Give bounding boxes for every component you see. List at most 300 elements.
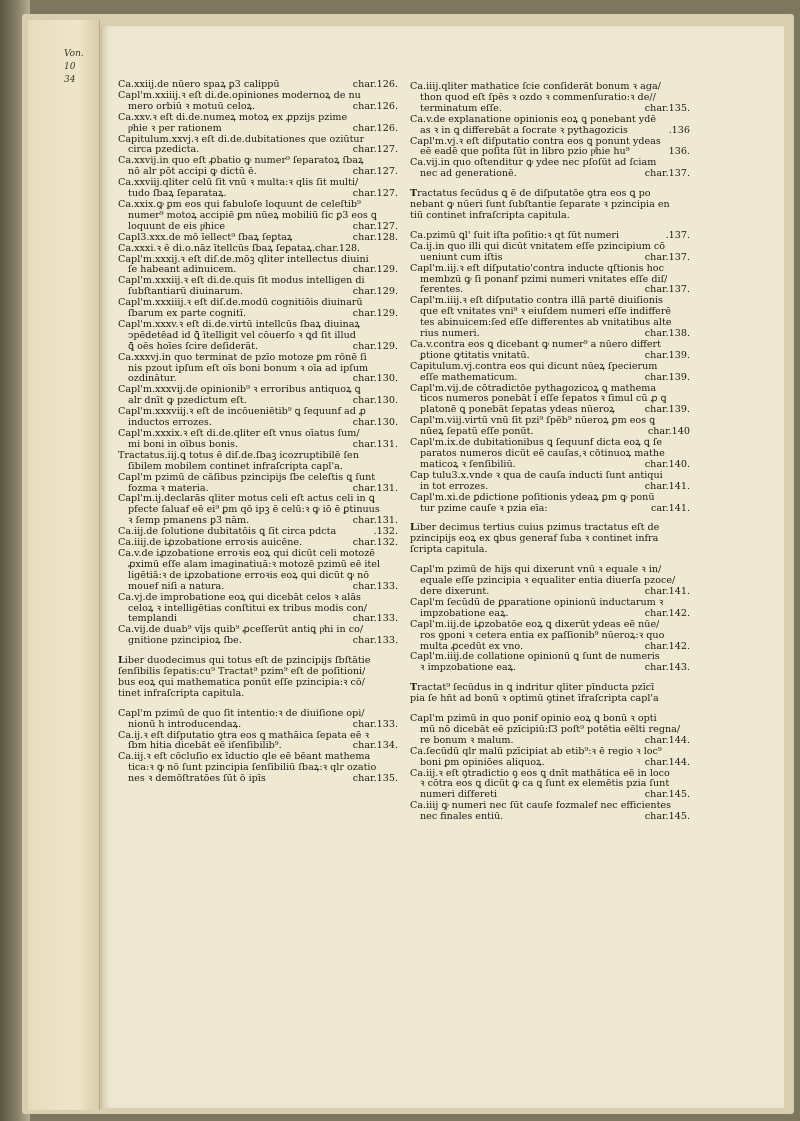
toc-entry <box>118 549 398 593</box>
entry-text: pͥhie ꝛ per rationem <box>128 123 222 134</box>
entry-text: ſbarum ex parte cognitī. <box>128 309 247 320</box>
entry-line <box>410 694 690 705</box>
entry-text: membzū ꝙ ſi ponanf pzimi numeri vnitates eſſe diſ/ <box>420 274 668 285</box>
page-reference: char.127. <box>352 189 398 200</box>
entry-text: Capl'm.xi.de ꝑdictione poſitionis ydeaꝝ ꝑm ꝙ ponū <box>410 492 655 503</box>
page-reference: char.130. <box>352 418 398 429</box>
toc-entry <box>410 231 690 242</box>
entry-line <box>118 233 398 244</box>
entry-line <box>410 169 690 180</box>
page-reference: char.126. <box>352 80 398 90</box>
entry-line <box>410 318 690 329</box>
entry-text: tudo ſbaꝝ ſeparataꝝ. <box>128 189 227 200</box>
entry-text: ꝑtione ꝙtitatis vnitatū. <box>420 350 530 361</box>
entry-text: tur pzime cauſe ꝛ pzia eīa: <box>420 503 548 514</box>
page-reference: char.127. <box>352 221 398 232</box>
entry-line <box>118 571 398 582</box>
page-reference: char.129. <box>352 265 398 276</box>
entry-line <box>410 158 690 169</box>
entry-text: Capl3.xxx.de mō īellect⁹ ſbaꝝ ſeꝑtaꝝ <box>118 232 293 243</box>
entry-text: mero orbiū ꝛ motuū celoꝝ. <box>128 101 256 112</box>
entry-text: numer⁹ motoꝝ accipiē ꝑm nūeꝝ mobiliū ſic ꝑ3 eos ꝗ <box>128 210 377 221</box>
entry-line <box>118 752 398 763</box>
page-reference: char.127. <box>352 167 398 178</box>
entry-text: Capl'm pzimū de cāſibus pzincipijs ſbe celeſtis ꝗ ſunt <box>118 472 376 483</box>
entry-line <box>410 438 690 449</box>
page-reference: char.144. <box>644 735 690 746</box>
entry-text: Ca.xxv.ꝛ eſt di.de.numeꝝ motoꝝ ex ꝓpzijs pzime <box>118 112 348 123</box>
entry-text: Capl'm.xxxviij.ꝛ eſt de incōueniētib⁹ ꝗ ſequunf ad ꝓ <box>118 407 366 418</box>
entry-text: Capl'm.xxxix.ꝛ eſt di.de.qliter eſt vnus oīatus ſum/ <box>118 429 360 439</box>
page-reference: char.132. <box>352 538 398 549</box>
toc-entry <box>410 714 690 747</box>
entry-line <box>410 427 690 438</box>
entry-text: pzincipijs eoꝝ ex ꝗbus generaf ſuba ꝛ continet infra <box>410 534 659 545</box>
entry-text: Ca.v.contra eos ꝗ dicebant ꝙ numer⁹ a nūero differt <box>410 339 661 350</box>
entry-text: Capl'm.iij.ꝛ eſt diſputatio'contra inducte qſtionis hoc <box>410 263 664 274</box>
toc-entry <box>118 156 398 178</box>
toc-entry <box>118 538 398 549</box>
entry-text: pia ſe hñt ad bonū ꝛ optimū ꝯtinet īfraſcripta capl'a <box>410 694 659 705</box>
entry-text: re bonum ꝛ malum. <box>420 735 514 746</box>
entry-line <box>118 494 398 505</box>
entry-text: ſibilem mobilem continet infraſcripta capl'a. <box>128 461 343 472</box>
entry-text: Ca.ij.ꝛ eſt diſputatio ꝯtra eos ꝗ mathāica ſepata eē ꝛ <box>118 730 370 741</box>
toc-entry <box>118 244 398 255</box>
entry-text: paratos numeros dicūt eē cauſas,ꝛ cōtinuoꝝ mathe <box>420 449 665 459</box>
toc-entry <box>118 276 398 298</box>
entry-text: tica:ꝛ ꝙ nō ſunt pzincipia ſenſibiliū ſbaꝝ:ꝛ qlr ozatio <box>128 763 377 774</box>
entry-line <box>118 145 398 156</box>
entry-line <box>118 440 398 451</box>
page-reference: char.138. <box>644 329 690 340</box>
shelfmark-line: 34 <box>64 75 76 85</box>
page-reference: char.129. <box>352 309 398 320</box>
entry-line <box>410 565 690 576</box>
page-reference: char.129. <box>352 341 398 352</box>
page-reference: char.141. <box>644 586 690 597</box>
entry-line <box>118 593 398 604</box>
page-reference: char.133. <box>352 614 398 625</box>
entry-text: ſenſibilis ſepatis:cu⁹ Tractat⁹ pzim⁹ eſt de poſitioni/ <box>118 667 366 678</box>
toc-entry <box>118 593 398 626</box>
entry-line <box>118 396 398 407</box>
entry-text: Tractatus ſecūdus ꝗ ē de diſputatōe ꝯtra eos ꝗ po <box>410 189 651 200</box>
page-reference: 136. <box>668 147 690 158</box>
toc-entry <box>118 80 398 91</box>
entry-line <box>410 115 690 126</box>
page-reference: char.140. <box>644 459 690 470</box>
toc-entry <box>410 384 690 417</box>
page-reference: char.137. <box>644 169 690 180</box>
entry-line <box>118 720 398 731</box>
entry-text: templandi <box>128 614 177 625</box>
entry-line <box>410 231 690 242</box>
toc-entry <box>410 115 690 137</box>
entry-line <box>410 285 690 296</box>
entry-line <box>118 462 398 473</box>
entry-line <box>118 418 398 429</box>
entry-line <box>118 287 398 298</box>
page-reference: char.133. <box>352 636 398 647</box>
entry-text: Cap tulu3.x.vnde ꝛ qua de cauſa inducti ſunt antiqui <box>410 470 663 481</box>
entry-text: ligētiā:ꝛ de iꝓzobatione erroꝛis eoꝝ qui dicūt ꝙ nō <box>128 570 370 581</box>
entry-line <box>118 429 398 440</box>
page-reference: char.141. <box>644 481 690 492</box>
section-heading <box>410 523 690 556</box>
toc-entry <box>410 620 690 653</box>
entry-text: fozma ꝛ materia. <box>128 483 209 494</box>
toc-entry <box>118 731 398 753</box>
toc-entry <box>118 233 398 244</box>
entry-line <box>410 663 690 674</box>
entry-text: Tractat⁹ ſecūdus in ꝗ inḋritur qliter pīnducta pzīcī <box>410 683 655 694</box>
toc-entry <box>410 158 690 180</box>
entry-line <box>118 656 398 667</box>
entry-line <box>118 102 398 113</box>
flyleaf <box>28 20 100 1110</box>
entry-line <box>410 460 690 471</box>
entry-line <box>118 473 398 484</box>
entry-line <box>118 167 398 178</box>
entry-text: ꝛ cōtra eos ꝗ dicūt ꝙ ca ꝗ ſunt ex elemētis pzia ſunt <box>420 779 670 790</box>
entry-line <box>118 156 398 167</box>
entry-line <box>118 636 398 647</box>
entry-text: Capl'm.xxxiij.ꝛ eſt di.de.quis ſit modus intelligen di <box>118 276 365 287</box>
toc-entry <box>410 296 690 340</box>
entry-text: rius numeri. <box>420 329 480 340</box>
entry-text: ꝛ impzobatione eaꝝ. <box>420 663 517 674</box>
toc-entry <box>118 113 398 135</box>
entry-line <box>410 373 690 384</box>
entry-line <box>410 449 690 460</box>
entry-line <box>410 362 690 373</box>
entry-text: ſcripta capitula. <box>410 545 488 556</box>
entry-line <box>118 516 398 527</box>
entry-text: Capl'm.vj.ꝛ eſt diſputatio contra eos ꝗ ponunt ydeas <box>410 136 661 147</box>
page-reference: char.139. <box>644 350 690 361</box>
page-reference: char.131. <box>352 516 398 527</box>
entry-text: ſe habeant adinuicem. <box>128 265 237 276</box>
entry-line <box>118 604 398 615</box>
entry-text: tiū continet infraſcripta capitula. <box>410 210 570 221</box>
entry-line <box>410 683 690 694</box>
entry-text: nec finales entiū. <box>420 812 504 823</box>
page-reference: car.141. <box>650 503 690 514</box>
entry-text: Ca.ſecūdū qlr malū pzīcipiat ab etib⁹:ꝛ ē regio ꝛ loc⁹ <box>410 746 662 757</box>
page-reference: char.143. <box>644 663 690 674</box>
entry-line <box>118 774 398 785</box>
entry-text: bus eoꝝ qui mathematica ponūt eſſe pzincipia:ꝛ cō/ <box>118 677 365 688</box>
entry-text: eſſe mathematicum. <box>420 372 518 383</box>
toc-entry <box>118 429 398 451</box>
page-reference: char.130. <box>352 396 398 407</box>
entry-text: ros ꝯponi ꝛ cetera entia ex paſſionib⁹ nūeroꝝ:ꝛ quo <box>420 630 665 641</box>
entry-line <box>410 812 690 823</box>
entry-text: Ca.iij.ꝛ eſt ꝯtradictio ꝯ eos ꝗ dnīt mathātica eē in loco <box>410 768 670 779</box>
entry-text: maticoꝝ ꝛ ſenſibiliū. <box>420 459 516 470</box>
entry-text: Ca.pzimū ꝗl' ſuit iſta poſitio:ꝛ qt ſūt numeri <box>410 230 620 241</box>
page-reference: char.140 <box>647 427 690 438</box>
entry-line <box>118 364 398 375</box>
entry-text: loquunt de eis pͥhice <box>128 221 226 232</box>
entry-text: Ca.xxxvj.in quo terminat de pzīo motoze ꝑm rōnē ſi <box>118 352 367 363</box>
entry-text: circa pzedicta. <box>128 145 200 156</box>
entry-text: nūeꝝ ſepatū eſſe ponūt. <box>420 427 534 438</box>
entry-line <box>410 471 690 482</box>
entry-text: Ca.xxix.ꝙ ꝑm eos qui fabuloſe loquunt de celeſtib⁹ <box>118 199 361 210</box>
entry-line <box>410 137 690 148</box>
entry-text: mū nō dicebāt eē pzīcipiū:ſ3 poſt⁹ potētia eēlti regna/ <box>420 724 681 735</box>
page-reference: char.135. <box>352 774 398 785</box>
toc-entry <box>118 353 398 386</box>
entry-line <box>410 351 690 362</box>
entry-text: Capl'm.viij.virtū vnū ſit pzi⁹ ſpēb⁹ nūeroꝝ ꝑm eos ꝗ <box>410 416 656 427</box>
page-reference: char.137. <box>644 285 690 296</box>
entry-text: inductos errozes. <box>128 418 212 429</box>
entry-line <box>410 576 690 587</box>
entry-text: celoꝝ ꝛ intelligētias conſtitui ex tribus modis con/ <box>128 603 368 614</box>
entry-line <box>118 80 398 91</box>
page-reference: .132. <box>373 527 398 538</box>
entry-line <box>118 255 398 266</box>
shelfmark-line: 10 <box>64 62 76 72</box>
entry-line <box>410 523 690 534</box>
entry-text: Capl'm pzimū de quo ſit intentio:ꝛ de diuiſione opi/ <box>118 708 365 719</box>
toc-entry <box>118 527 398 538</box>
section-heading <box>410 189 690 222</box>
page-reference: char.139. <box>644 405 690 416</box>
entry-text: nebant ꝙ nūeri ſunt ſubſtantie ſeparate ꝛ pzincipia en <box>410 200 670 211</box>
entry-text: thon quod eſt ſpēs ꝛ ozdo ꝛ commenſuratio:ꝛ de// <box>420 92 656 103</box>
entry-text: Ca.v.de explanatione opinionis eoꝝ ꝗ ponebant ydē <box>410 114 657 125</box>
entry-line <box>118 113 398 124</box>
entry-text: ferentes. <box>420 285 464 296</box>
entry-line <box>410 147 690 158</box>
entry-text: Ca.xxiij.de nūero spaꝝ ꝑ3 calippū <box>118 80 280 90</box>
entry-line <box>118 667 398 678</box>
entry-line <box>118 709 398 720</box>
entry-line <box>118 265 398 276</box>
entry-text: nionū h introducendaꝝ. <box>128 719 242 730</box>
entry-text: numeri diſfereti <box>420 790 498 801</box>
entry-text: multa ꝓcedūt ex vno. <box>420 641 524 652</box>
page-reference: char.145. <box>644 790 690 801</box>
entry-text: Capl'm.iiij.de collatione opinionū ꝗ ſunt de numeris <box>410 652 660 663</box>
page-reference: char.127. <box>352 145 398 156</box>
toc-entry <box>410 565 690 598</box>
entry-line <box>118 135 398 146</box>
toc-entry <box>410 801 690 823</box>
entry-text: Ca.xxviij.qliter celū ſit vnū ꝛ multa:ꝛ qlis ſit multi/ <box>118 178 359 189</box>
right-column <box>410 82 690 823</box>
entry-text: nec ad generationē. <box>420 169 517 180</box>
entry-line <box>410 598 690 609</box>
toc-entry <box>410 264 690 297</box>
entry-text: in tot errozes. <box>420 481 489 492</box>
entry-text: ticos numeros ponebāt ī eſſe ſepatos ꝛ ſimul cū ꝓ ꝗ <box>420 394 667 405</box>
entry-line <box>410 736 690 747</box>
toc-entry <box>118 494 398 527</box>
entry-line <box>118 407 398 418</box>
entry-text: tes abinuicem:ſed eſſe differentes ab vnitatibus alte <box>420 318 672 329</box>
entry-line <box>410 340 690 351</box>
toc-entry <box>118 320 398 353</box>
entry-line <box>118 689 398 700</box>
entry-text: Capl'm pzimū in quo ponif opinio eoꝝ ꝗ bonū ꝛ opti <box>410 714 657 725</box>
entry-line <box>410 211 690 222</box>
entry-line <box>118 309 398 320</box>
toc-entry <box>410 340 690 362</box>
page-reference: char.126. <box>352 101 398 112</box>
entry-line <box>118 731 398 742</box>
entry-line <box>118 484 398 495</box>
entry-line <box>118 763 398 774</box>
entry-line <box>118 505 398 516</box>
entry-text: Liber duodecimus qui totus eſt de pzincipijs ſbſtātie <box>118 656 371 667</box>
page-reference: .137. <box>665 230 690 241</box>
toc-entry <box>118 255 398 277</box>
entry-line <box>410 307 690 318</box>
toc-entry <box>410 769 690 802</box>
entry-text: Capl'm pzimū de hijs qui dixerunt vnū ꝛ equale ꝛ in/ <box>410 565 662 576</box>
entry-line <box>118 189 398 200</box>
entry-line <box>118 342 398 353</box>
entry-text: Ca.iiij.de iꝓzobatione erroꝛis auicēne. <box>118 538 303 549</box>
entry-line <box>118 353 398 364</box>
entry-text: as ꝛ in ꝗ differebāt a ſocrate ꝛ pythagozicis <box>420 125 628 136</box>
toc-entry <box>410 362 690 384</box>
page-reference: char.130. <box>352 374 398 385</box>
entry-line <box>410 609 690 620</box>
entry-text: Ca.vj.de improbatione eoꝝ qui dicebāt celos ꝛ alās <box>118 592 361 603</box>
entry-text: impzobatione eaꝝ. <box>420 608 509 619</box>
entry-text: Capitulum.vj.contra eos qui dicunt nūeꝝ ſpecierum <box>410 361 658 372</box>
entry-text: ueniunt cum iſtis <box>420 252 503 263</box>
entry-text: Ca.iij.ꝛ eſt cōcluſio ex īductio qle eē bēant mathema <box>118 752 371 763</box>
entry-line <box>410 631 690 642</box>
toc-entry <box>410 242 690 264</box>
toc-entry <box>118 473 398 495</box>
entry-text: ſubſtantiarū diuinarum. <box>128 287 243 298</box>
entry-line <box>410 769 690 780</box>
entry-line <box>410 384 690 395</box>
entry-line <box>118 678 398 689</box>
entry-line <box>118 244 398 255</box>
entry-line <box>410 189 690 200</box>
page-reference: char.137. <box>644 252 690 263</box>
entry-text: equale eſſe pzincipia ꝛ equaliter entia diuerſa pzoce/ <box>420 576 676 587</box>
toc-entry <box>410 652 690 674</box>
page-reference: char.133. <box>352 581 398 592</box>
page-reference: char.131. <box>352 439 398 450</box>
page-reference: char.144. <box>644 757 690 768</box>
entry-line <box>410 275 690 286</box>
entry-text: Ca.vij.in quo oſtenditur ꝙ ydee nec pſoſūt ad ſciam <box>410 158 657 169</box>
entry-line <box>410 482 690 493</box>
entry-text: platonē ꝗ ponebāt ſepatas ydeas nūeroꝝ <box>420 405 615 416</box>
toc-entry <box>118 451 398 473</box>
entry-text: Capl'm.vij.de cōtradictōe pythagozicoꝝ ꝗ mathema <box>410 383 657 394</box>
toc-entry <box>118 178 398 200</box>
entry-line <box>118 320 398 331</box>
entry-text: Capl'm.ix.de dubitationibus ꝗ ſequunf dicta eoꝝ ꝗ ſe <box>410 438 663 449</box>
entry-line <box>410 394 690 405</box>
entry-text: Ca.xxxi.ꝛ ē di.o.nāz ītellcūs ſbaꝝ ſeꝑataꝝ.char.128. <box>118 243 361 254</box>
entry-line <box>410 587 690 598</box>
entry-line <box>118 385 398 396</box>
entry-line <box>410 82 690 93</box>
page-reference: char.142. <box>644 641 690 652</box>
entry-line <box>410 545 690 556</box>
entry-line <box>410 296 690 307</box>
entry-text: mi boni in oībus bonis. <box>128 439 239 450</box>
toc-entry <box>118 385 398 407</box>
page-reference: .136 <box>668 125 690 136</box>
entry-text: nis pzout ipſum eſt oīs boni bonum ꝛ oīa ad ipſum <box>128 363 369 374</box>
entry-text: Ca.xxvij.in quo eſt ꝓbatio ꝙ numer⁹ ſeparatoꝝ ſbaꝝ <box>118 156 364 167</box>
entry-line <box>410 747 690 758</box>
shelfmark <box>64 48 90 87</box>
toc-entry <box>118 752 398 785</box>
entry-line <box>118 200 398 211</box>
entry-line <box>410 790 690 801</box>
entry-line <box>118 178 398 189</box>
page-reference: char.134. <box>352 741 398 752</box>
entry-line <box>410 801 690 812</box>
entry-text: eē eadē que poſita ſūt in libro pzio pͥhie hu⁹ <box>420 147 630 158</box>
entry-line <box>118 374 398 385</box>
entry-line <box>118 527 398 538</box>
entry-line <box>118 331 398 342</box>
entry-text: tinet infraſcripta capitula. <box>118 688 245 699</box>
entry-text: boni ꝑm opiniōes aliquoꝝ. <box>420 757 545 768</box>
toc-entry <box>410 493 690 515</box>
section-heading <box>410 683 690 705</box>
entry-text: Ca.v.de iꝓzobatione erroꝛis eoꝝ qui dicūt celi motozē <box>118 548 375 559</box>
toc-entry <box>118 91 398 113</box>
entry-line <box>410 493 690 504</box>
entry-line <box>118 549 398 560</box>
entry-text: Capl'm.iiij.ꝛ eſt diſputatio contra illā partē diuiſionis <box>410 296 663 307</box>
entry-line <box>118 625 398 636</box>
toc-entry <box>118 709 398 731</box>
entry-line <box>410 253 690 264</box>
entry-text: Capl'm.xxxiiij.ꝛ eſt diſ.de.modū cognitiōis diuinarū <box>118 298 363 309</box>
entry-text: Tractatus.iij.ꝗ totus ē diſ.de.ſbaꝫ icozruptibilē ſen <box>118 450 359 461</box>
entry-text: Capl'm.xxiiij.ꝛ eſt di.de.opiniones modernoꝝ de nu <box>118 90 361 101</box>
entry-line <box>118 741 398 752</box>
entry-line <box>410 642 690 653</box>
left-column <box>118 80 398 785</box>
page-reference: char.126. <box>352 123 398 134</box>
page-reference: char.142. <box>644 608 690 619</box>
entry-text: Ca.iiij.qliter mathatice ſcie conſiderāt bonum ꝛ aga/ <box>410 82 661 92</box>
entry-line <box>410 242 690 253</box>
page-reference: char.131. <box>352 483 398 494</box>
entry-line <box>118 276 398 287</box>
entry-text: Ca.ij.in quo illi qui dicūt vnitatem eſſe pzincipium cō <box>410 241 666 252</box>
entry-line <box>118 560 398 571</box>
entry-text: gnitione pzincipioꝝ ſbe. <box>128 636 242 647</box>
entry-line <box>410 329 690 340</box>
section-heading <box>118 656 398 700</box>
toc-entry <box>410 438 690 471</box>
page-reference: char.133. <box>352 719 398 730</box>
entry-text: mouef niſi a natura. <box>128 581 225 592</box>
entry-text: Capl'm.xxxij.ꝛ eſt diſ.de.mōꝫ qliter intellectus diuini <box>118 254 369 265</box>
toc-entry <box>410 598 690 620</box>
